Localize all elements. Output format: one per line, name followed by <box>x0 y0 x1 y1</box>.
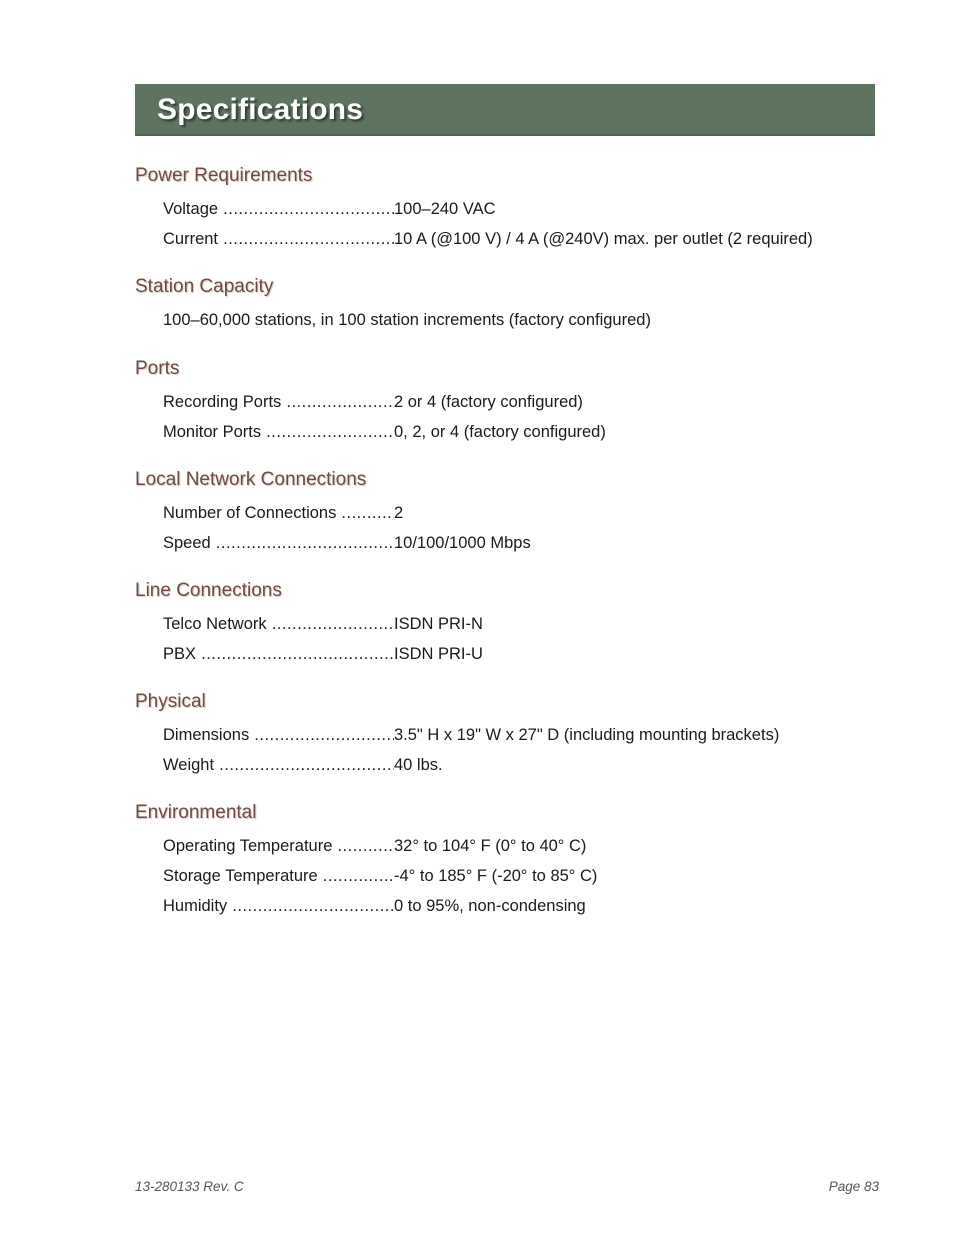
title-banner <box>135 84 875 136</box>
spec-value: ISDN PRI-N <box>394 615 483 633</box>
page-title: Specifications <box>157 93 364 126</box>
spec-label: Weight ..... <box>163 755 394 775</box>
section-station-capacity <box>135 276 875 330</box>
spec-value: 10/100/1000 Mbps <box>394 534 531 552</box>
spec-value: 10 A (@100 V) / 4 A (@240V) max. per outlet (2 required) <box>394 230 813 248</box>
spec-value: ISDN PRI-U <box>394 645 483 663</box>
spec-row-recording-ports <box>163 392 875 422</box>
spec-value: -4° to 185° F (-20° to 85° C) <box>394 867 598 885</box>
section-heading: Line Connections <box>135 580 282 601</box>
spec-row-pbx <box>163 644 875 674</box>
section-heading: Ports <box>135 358 180 379</box>
spec-value: 0, 2, or 4 (factory configured) <box>394 423 606 441</box>
station-capacity-text: 100–60,000 stations, in 100 station increments (factory configured) <box>163 311 651 329</box>
section-local-network-connections <box>135 469 875 563</box>
spec-row-voltage <box>163 199 875 229</box>
section-power-requirements <box>135 165 875 259</box>
section-heading: Station Capacity <box>135 276 274 297</box>
section-physical <box>135 691 875 785</box>
spec-label: Speed ..... <box>163 533 394 553</box>
section-ports <box>135 358 875 452</box>
spec-label: Number of Connections ..... <box>163 503 394 523</box>
spec-row-number-of-connections <box>163 503 875 533</box>
section-line-connections <box>135 580 875 674</box>
spec-value: 40 lbs. <box>394 756 443 774</box>
section-heading: Local Network Connections <box>135 469 367 490</box>
spec-label: Telco Network ..... <box>163 614 394 634</box>
spec-label: PBX ..... <box>163 644 394 664</box>
spec-label: Dimensions ..... <box>163 725 394 745</box>
spec-row-storage-temperature <box>163 866 875 896</box>
document-number: 13-280133 Rev. C <box>135 1179 244 1194</box>
section-heading: Power Requirements <box>135 165 313 186</box>
spec-value: 0 to 95%, non-condensing <box>394 897 586 915</box>
spec-value: 32° to 104° F (0° to 40° C) <box>394 837 587 855</box>
section-heading: Physical <box>135 691 206 712</box>
spec-label: Monitor Ports ..... <box>163 422 394 442</box>
spec-row-speed <box>163 533 875 563</box>
spec-row-humidity <box>163 896 875 926</box>
spec-value: 100–240 VAC <box>394 200 496 218</box>
spec-row-dimensions <box>163 725 875 755</box>
spec-row-operating-temperature <box>163 836 875 866</box>
page-number: Page 83 <box>828 1179 879 1194</box>
spec-row-weight <box>163 755 875 785</box>
spec-label: Recording Ports ..... <box>163 392 394 412</box>
spec-value: 2 or 4 (factory configured) <box>394 393 583 411</box>
spec-row-telco-network <box>163 614 875 644</box>
spec-row-monitor-ports <box>163 422 875 452</box>
spec-label: Storage Temperature ..... <box>163 866 394 886</box>
spec-value: 2 <box>394 504 404 522</box>
spec-label: Current ..... <box>163 229 394 249</box>
spec-label: Voltage ..... <box>163 199 394 219</box>
section-heading: Environmental <box>135 802 257 823</box>
spec-value: 3.5" H x 19" W x 27" D (including mounting brackets) <box>394 726 780 744</box>
spec-label: Humidity ..... <box>163 896 394 916</box>
spec-label: Operating Temperature ..... <box>163 836 394 856</box>
section-environmental <box>135 802 875 926</box>
spec-row-current <box>163 229 875 259</box>
